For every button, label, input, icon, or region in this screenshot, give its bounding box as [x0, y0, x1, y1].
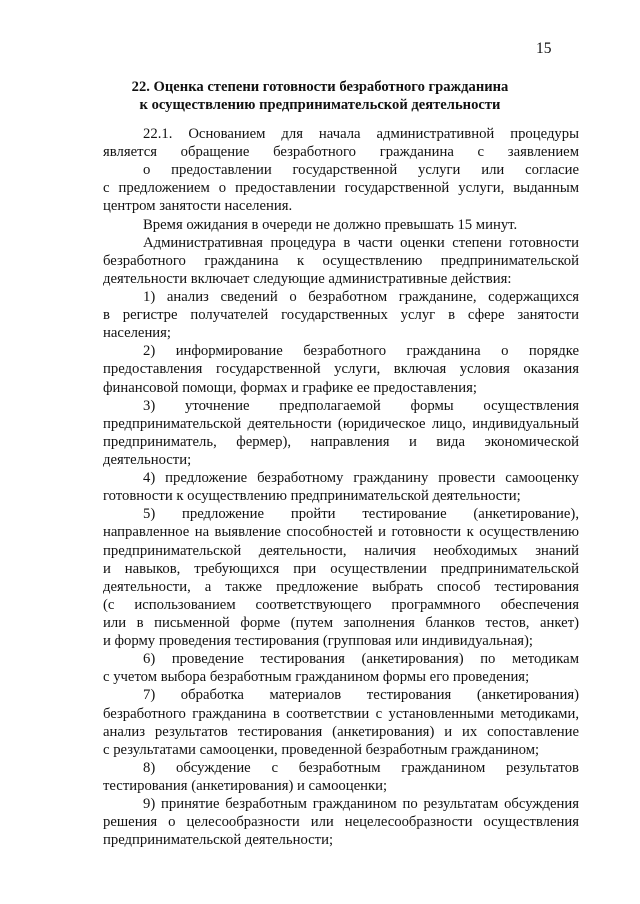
- list-item-line: и форму проведения тестирования (групповая или индивидуальная);: [103, 633, 534, 650]
- list-item-line: 2) информирование безработного гражданина о порядке: [143, 343, 579, 360]
- list-item-line: 9) принятие безработным гражданином по результатам обсуждения: [143, 796, 579, 813]
- list-item-line: 4) предложение безработному гражданину провести самооценку: [143, 470, 579, 487]
- section-heading-line-1: 22. Оценка степени готовности безработного гражданина: [131, 79, 509, 95]
- paragraph-line: о предоставлении государственной услуги или согласие: [143, 162, 579, 179]
- paragraph-line: 22.1. Основанием для начала административной процедуры: [143, 126, 579, 142]
- list-item-line: 7) обработка материалов тестирования (анкетирования): [143, 687, 579, 704]
- list-item-line: (с использованием соответствующего программного обеспечения: [103, 596, 579, 613]
- list-item-line: финансовой помощи, формах и графике ее предоставления;: [103, 379, 477, 396]
- list-item-line: и навыков, требующихся при осуществлении предпринимательской: [103, 560, 579, 577]
- list-item-line: предоставления государственной услуги, включая условия оказания: [103, 361, 579, 378]
- list-item-line: 5) предложение пройти тестирование (анкетирование),: [143, 506, 579, 523]
- list-item-line: предпринимательской деятельности, наличия необходимых знаний: [103, 542, 579, 559]
- list-item-line: предпринимательской деятельности;: [103, 832, 334, 849]
- list-item-line: безработного гражданина в соответствии с установленными методиками,: [103, 705, 579, 722]
- paragraph-line: центром занятости населения.: [103, 198, 293, 215]
- list-item-line: готовности к осуществлению предпринимательской деятельности;: [103, 488, 521, 505]
- list-item-line: населения;: [103, 325, 172, 342]
- list-item-line: или в письменной форме (путем заполнения бланков тестов, анкет): [103, 614, 579, 631]
- paragraph-line: с предложением о предоставлении государственной услуги, выданным: [103, 180, 579, 197]
- paragraph-line: деятельности включает следующие административные действия:: [103, 270, 512, 287]
- paragraph-line: безработного гражданина к осуществлению предпринимательской: [103, 252, 579, 269]
- list-item-line: направленное на выявление способностей и готовности к осуществлению: [103, 524, 579, 541]
- body-text: [103, 125, 579, 849]
- list-item-line: предприниматель, фермер), направления и вида экономической: [103, 433, 579, 450]
- list-item-line: тестирования (анкетирования) и самооценки;: [103, 777, 388, 794]
- paragraph-line: Время ожидания в очереди не должно превышать 15 минут.: [143, 216, 518, 233]
- list-item-line: 1) анализ сведений о безработном гражданине, содержащихся: [143, 288, 579, 305]
- page-number: 15: [536, 40, 552, 57]
- list-item-line: 8) обсуждение с безработным гражданином результатов: [143, 759, 579, 776]
- section-heading-line-2: к осуществлению предпринимательской деятельности: [139, 97, 501, 113]
- list-item-line: с учетом выбора безработным гражданином формы его проведения;: [103, 669, 530, 686]
- list-item-line: деятельности;: [103, 451, 192, 468]
- list-item-line: 6) проведение тестирования (анкетирования) по методикам: [143, 651, 579, 668]
- list-item-line: анализ результатов тестирования (анкетирования) и их сопоставление: [103, 723, 579, 740]
- list-item-line: решения о целесообразности или нецелесообразности осуществления: [103, 814, 579, 831]
- list-item-line: предпринимательской деятельности (юридическое лицо, индивидуальный: [103, 415, 579, 432]
- list-item-line: с результатами самооценки, проведенной безработным гражданином;: [103, 741, 540, 758]
- list-item-line: 3) уточнение предполагаемой формы осуществления: [143, 397, 579, 414]
- list-item-line: деятельности, а также предложение выбрать способ тестирования: [103, 578, 579, 595]
- paragraph-line: является обращение безработного гражданина с заявлением: [103, 144, 579, 161]
- list-item-line: в регистре получателей государственных услуг в сфере занятости: [103, 307, 579, 324]
- paragraph-line: Административная процедура в части оценки степени готовности: [143, 234, 579, 251]
